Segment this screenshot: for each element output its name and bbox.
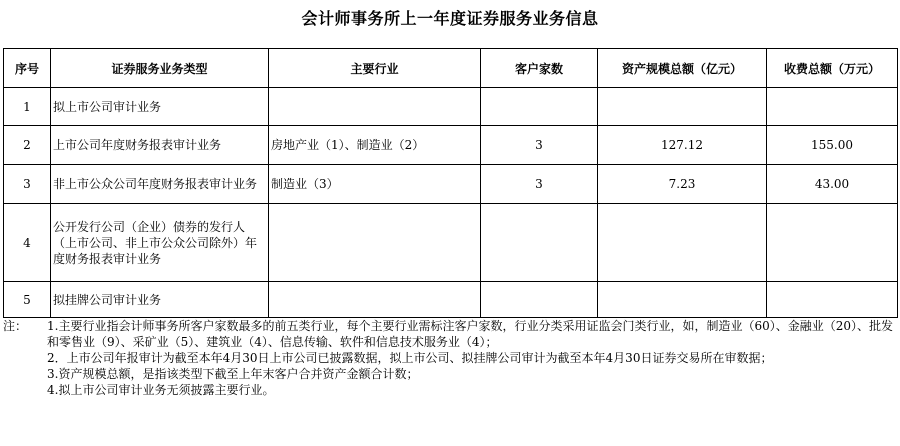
- note-item: 4.拟上市公司审计业务无须披露主要行业。: [47, 383, 275, 397]
- row-main-industry: [269, 204, 481, 282]
- header-service-type: 证券服务业务类型: [51, 49, 269, 88]
- table-header-row: [4, 49, 898, 88]
- row-total-assets: 7.23: [598, 165, 767, 204]
- document-title: 会计师事务所上一年度证券服务业务信息: [301, 9, 599, 28]
- row-no: 4: [4, 204, 51, 282]
- row-total-fees: [767, 88, 898, 126]
- table-row: [4, 88, 898, 126]
- note-item: [3, 318, 897, 350]
- row-total-assets: [598, 204, 767, 282]
- note-item: 3.资产规模总额，是指该类型下截至上年末客户合并资产金额合计数；: [47, 367, 419, 381]
- row-service-type: 拟挂牌公司审计业务: [51, 282, 269, 318]
- row-main-industry: 制造业（3）: [269, 165, 481, 204]
- row-total-assets: [598, 88, 767, 126]
- row-service-type: 拟上市公司审计业务: [51, 88, 269, 126]
- notes-section: [3, 318, 897, 398]
- row-main-industry: 房地产业（1）、制造业（2）: [269, 126, 481, 165]
- row-no: 2: [4, 126, 51, 165]
- table-row: [4, 126, 898, 165]
- header-main-industry: 主要行业: [269, 49, 481, 88]
- table-row: [4, 204, 898, 282]
- header-no: 序号: [4, 49, 51, 88]
- row-total-assets: [598, 282, 767, 318]
- row-total-fees: 155.00: [767, 126, 898, 165]
- row-total-fees: 43.00: [767, 165, 898, 204]
- row-service-type: 上市公司年度财务报表审计业务: [51, 126, 269, 165]
- row-no: 5: [4, 282, 51, 318]
- securities-services-table: [3, 48, 898, 318]
- header-total-fees: 收费总额（万元）: [767, 49, 898, 88]
- table-row: [4, 282, 898, 318]
- row-service-type: 公开发行公司（企业）债券的发行人（上市公司、非上市公众公司除外）年度财务报表审计业务: [51, 204, 269, 282]
- row-client-count: 3: [481, 126, 598, 165]
- row-client-count: [481, 88, 598, 126]
- row-main-industry: [269, 282, 481, 318]
- header-client-count: 客户家数: [481, 49, 598, 88]
- row-total-assets: 127.12: [598, 126, 767, 165]
- note-text: 1.主要行业指会计师事务所客户家数最多的前五类行业，每个主要行业需标注客户家数，行业分类采用证监会门类行业，如，制造业（60）、金融业（20）、批发和零售业（9）、采矿业（5）、建筑业（4）、信息传输、软件和信息技术服务业（4）；: [47, 319, 893, 349]
- header-total-assets: 资产规模总额（亿元）: [598, 49, 767, 88]
- row-client-count: [481, 204, 598, 282]
- note-item: 2．上市公司年报审计为截至本年4月30日上市公司已披露数据，拟上市公司、拟挂牌公司审计为截至本年4月30日证券交易所在审数据；: [47, 351, 773, 365]
- row-client-count: [481, 282, 598, 318]
- row-main-industry: [269, 88, 481, 126]
- table-row: [4, 165, 898, 204]
- row-no: 1: [4, 88, 51, 126]
- row-total-fees: [767, 282, 898, 318]
- row-no: 3: [4, 165, 51, 204]
- row-total-fees: [767, 204, 898, 282]
- row-client-count: 3: [481, 165, 598, 204]
- row-service-type: 非上市公众公司年度财务报表审计业务: [51, 165, 269, 204]
- notes-label: 注：: [3, 319, 28, 333]
